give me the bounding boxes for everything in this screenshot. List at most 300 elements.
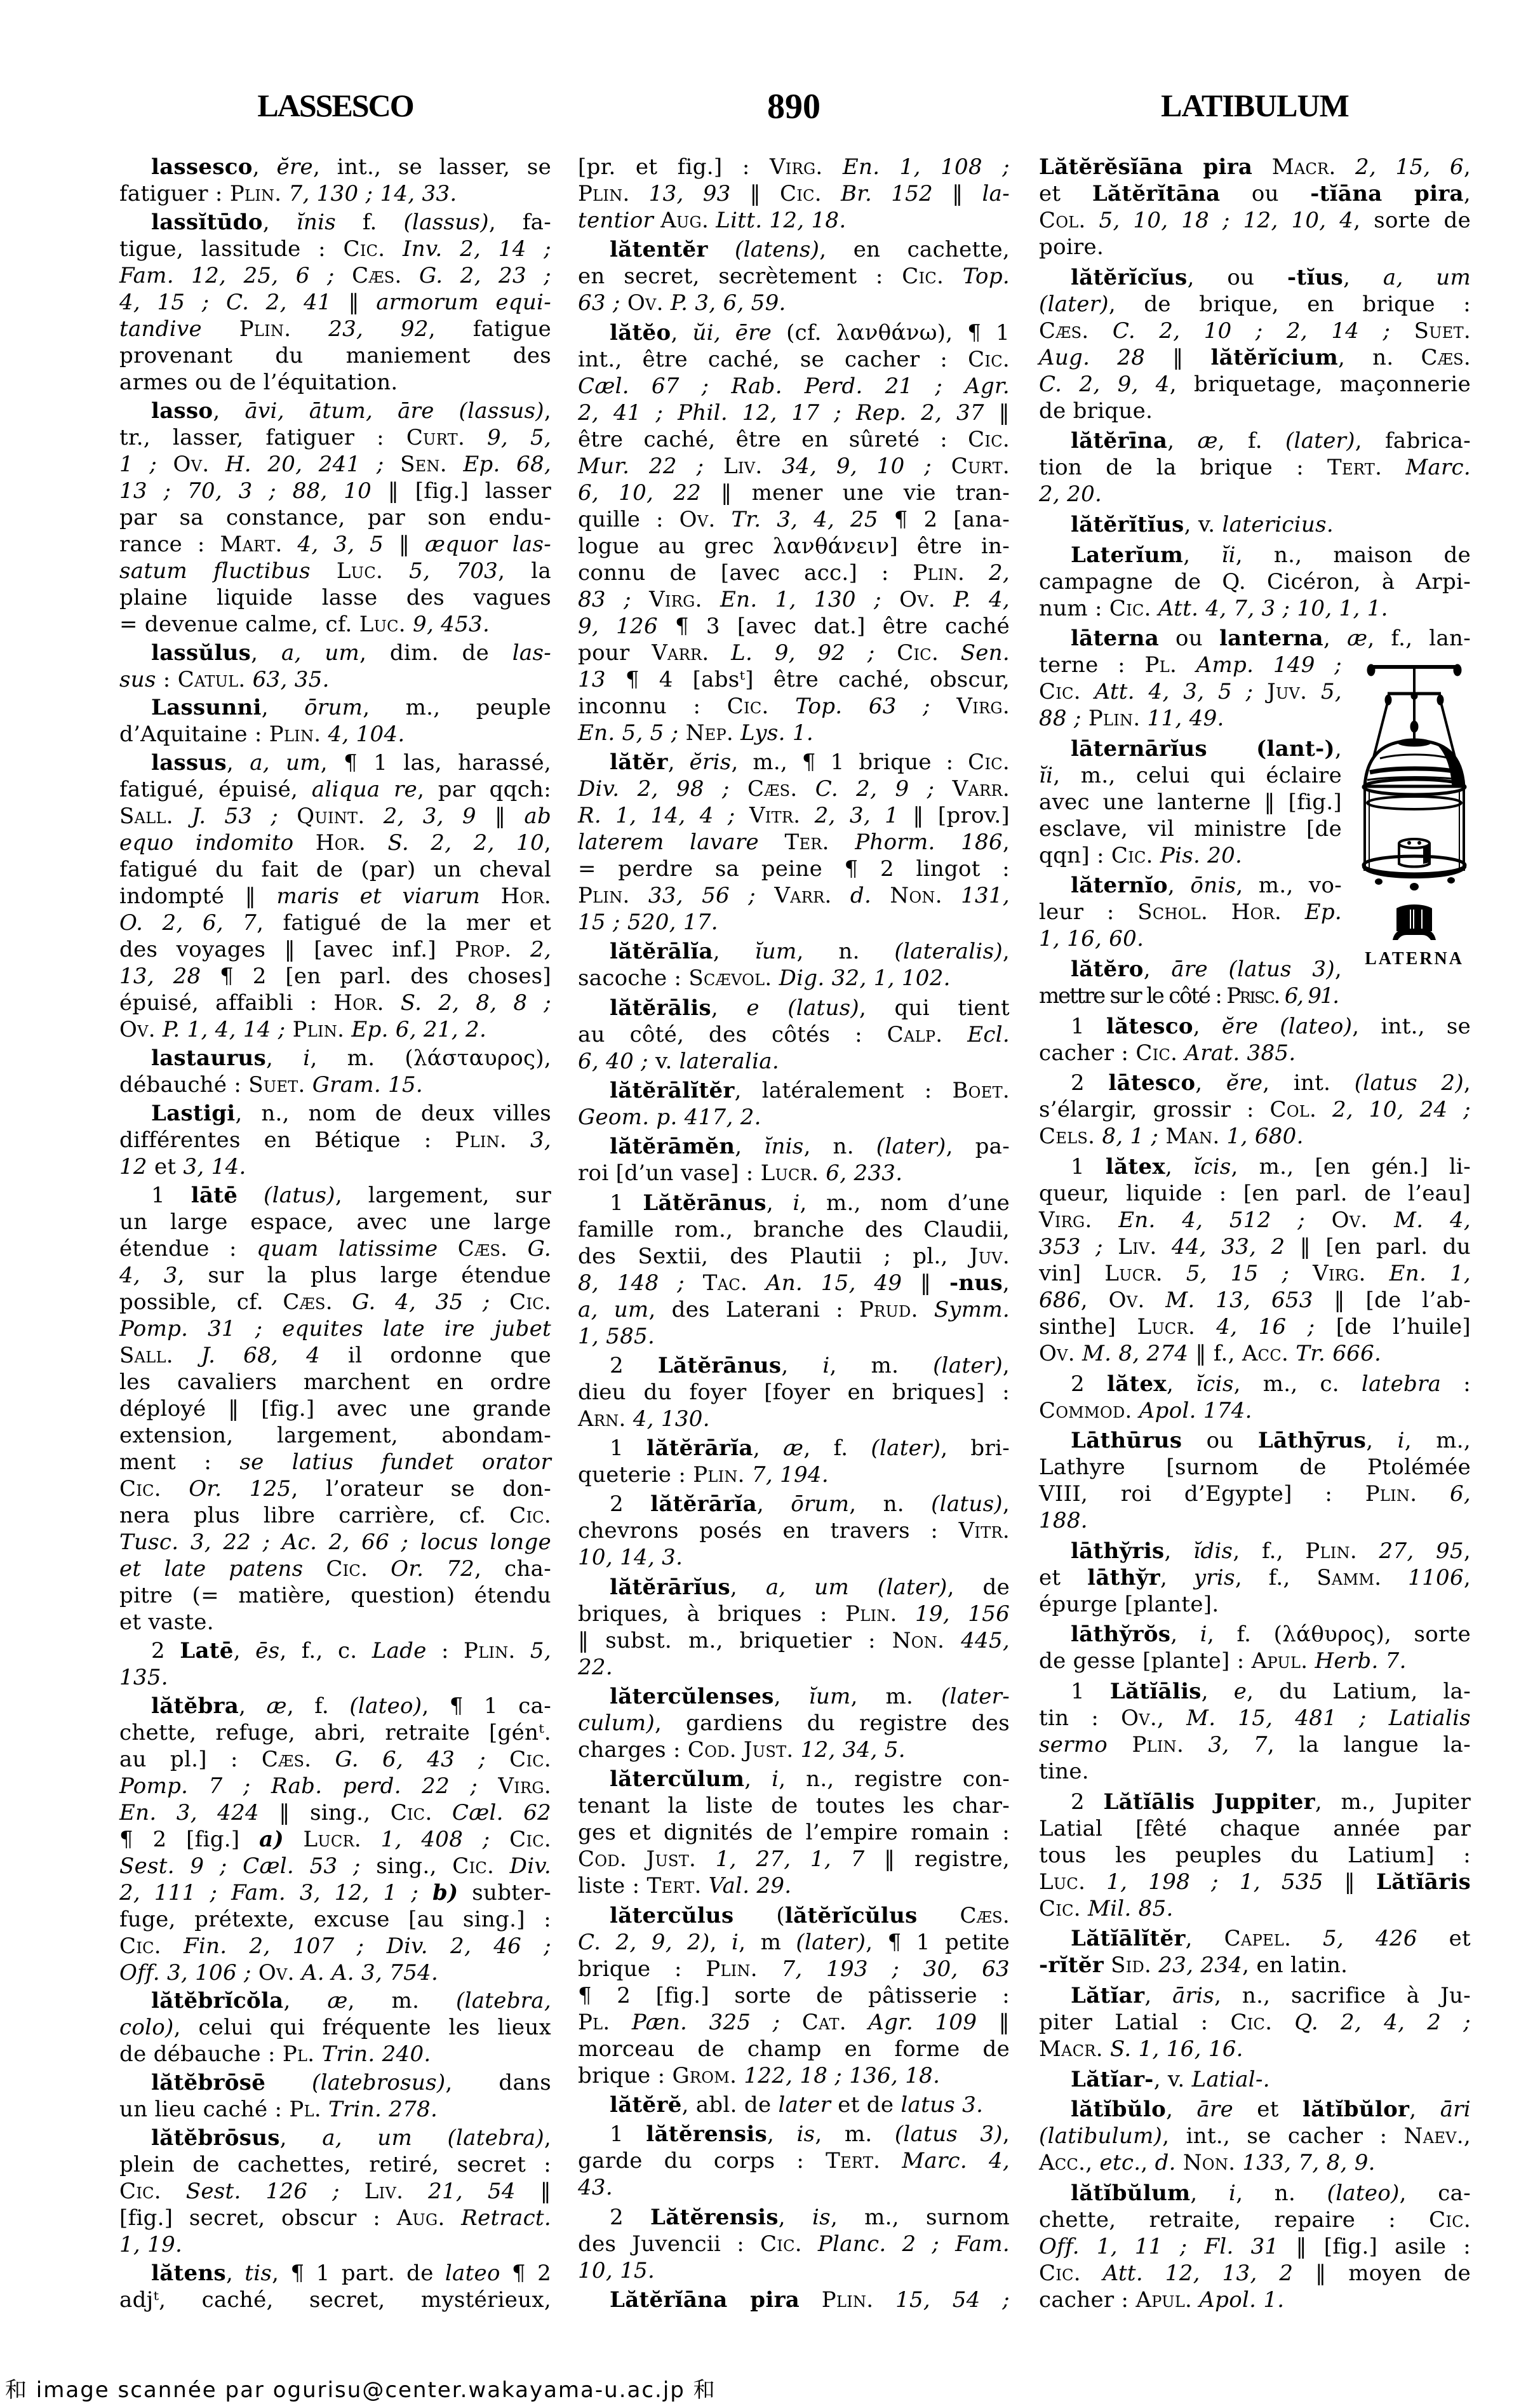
entry-line — [1039, 1397, 1471, 1424]
dictionary-entry — [119, 2260, 551, 2313]
text-run: plaine liquide lasse des vagues — [119, 584, 551, 610]
text-run: , f. — [1217, 428, 1285, 454]
text-run: poire. — [1039, 234, 1104, 260]
italic-text: 6, 40 ; — [578, 1048, 648, 1074]
text-run: , n. — [1236, 2180, 1327, 2206]
headword: lanterna — [1219, 626, 1324, 652]
text-run: , m — [739, 1929, 796, 1955]
italic-text: 5, — [1307, 679, 1342, 705]
italic-text: H. 20, 241 ; — [209, 451, 401, 477]
headword: Lāthȳrus — [1257, 1428, 1367, 1454]
headword: lătens — [151, 2261, 226, 2287]
italic-text: 3, — [507, 1127, 551, 1153]
italic-text: (latus) — [931, 1491, 1003, 1517]
author-abbreviation: Varr. — [652, 640, 709, 666]
text-run: , — [1160, 1564, 1194, 1590]
text-run: 1 — [610, 2121, 646, 2147]
entry-line — [119, 2014, 551, 2041]
italic-text: C. 2, 9, 2) — [578, 1929, 710, 1955]
author-abbreviation: Cic. — [1111, 842, 1153, 868]
headword: lătex — [1106, 1371, 1167, 1397]
text-run — [708, 237, 735, 262]
text-run: , f. — [286, 1693, 350, 1719]
italic-text: tandive — [119, 316, 202, 342]
text-run: ‖ mener une vie tran- — [701, 480, 1010, 506]
author-abbreviation: Cic. — [968, 346, 1010, 372]
column-3 — [1039, 154, 1471, 2313]
dictionary-entry — [578, 995, 1010, 1075]
entry-line — [578, 506, 1010, 533]
italic-text: Pis. 20. — [1153, 842, 1243, 868]
text-run: au pl.] : — [119, 1746, 262, 1772]
text-run: ‖ — [1145, 344, 1211, 370]
headword: lassŭlus — [151, 640, 251, 666]
italic-text: 2, — [511, 937, 551, 963]
text-run: provenant du maniement des — [119, 342, 551, 368]
text-run — [265, 2070, 312, 2095]
text-run: liste : — [578, 1873, 647, 1899]
entry-line — [119, 1369, 551, 1395]
text-run: , de brique, en brique : — [1108, 291, 1471, 317]
headword: lătentĕr — [610, 237, 708, 263]
text-run: quille : — [578, 506, 680, 532]
italic-text: ĕre (lateo) — [1221, 1013, 1353, 1039]
entry-line — [578, 1792, 1010, 1819]
text-run: ‖ — [1323, 1869, 1377, 1895]
text-run: et — [1039, 181, 1092, 206]
italic-text: ĭcis — [1196, 1371, 1234, 1397]
text-run: , m., peuple — [363, 695, 552, 721]
text-run: [pr. et fig.] : — [578, 154, 770, 180]
entry-line — [578, 1846, 1010, 1872]
author-abbreviation: Schol. Hor. — [1137, 899, 1282, 925]
entry-line — [1039, 1678, 1471, 1705]
entry-line — [578, 1929, 1010, 1956]
italic-text: (later- — [941, 1684, 1010, 1710]
headword: lătĕbrōsus — [151, 2125, 280, 2151]
italic-text: later — [778, 2092, 831, 2118]
text-run: ‖ [prov.] — [899, 802, 1010, 828]
italic-text: 34, 9, 10 ; — [762, 453, 951, 479]
author-abbreviation: Ter. — [784, 829, 829, 855]
entry-line — [1039, 1869, 1471, 1895]
text-run: , — [1463, 1564, 1471, 1590]
entry-line — [1039, 1789, 1471, 1815]
text-run: [fig.] secret, obscur : — [119, 2205, 397, 2231]
italic-text: Cæl. 67 ; Rab. Perd. 21 ; Agr. — [578, 373, 1010, 399]
italic-text: 133, 7, 8, 9. — [1235, 2150, 1376, 2176]
italic-text: 88 ; — [1039, 706, 1088, 732]
italic-text: En. 1, 130 ; — [702, 586, 900, 612]
text-run: , m. (λάσταυρος), — [310, 1045, 551, 1072]
entry-line — [578, 1654, 1010, 1681]
entry-line — [119, 451, 551, 478]
author-abbreviation: Pl. — [578, 2009, 610, 2035]
text-run: , — [1170, 1622, 1200, 1648]
italic-text: P. 4, — [935, 586, 1010, 612]
italic-text: lateralia. — [679, 1048, 779, 1074]
headword: lătĕrārĭa — [646, 1435, 753, 1462]
italic-text: Herb. 7. — [1308, 1648, 1407, 1674]
entry-line — [578, 693, 1010, 720]
italic-text: 7, 194. — [744, 1462, 829, 1488]
italic-text: 33, 56 ; — [629, 882, 775, 908]
italic-text: En. 1, — [1365, 1260, 1471, 1286]
text-run: ‖ [en parl. du — [1285, 1233, 1471, 1260]
text-run: ‖ [fig.] lasser — [372, 478, 551, 504]
entry-line — [578, 749, 1010, 776]
text-run: , — [233, 1637, 256, 1663]
text-run: , m., ¶ 1 brique : — [731, 749, 968, 775]
entry-line — [119, 963, 551, 990]
text-run: ‖ — [730, 181, 780, 206]
italic-text: tentior — [578, 208, 654, 233]
text-run: , bri- — [941, 1435, 1010, 1462]
entry-line — [1039, 2233, 1471, 2260]
dictionary-entry — [119, 1045, 551, 1098]
text-run: , — [262, 209, 297, 235]
italic-text: Off. 1, 11 ; Fl. 31 — [1039, 2233, 1279, 2259]
italic-text: Pomp. 7 ; Rab. perd. 22 ; — [119, 1773, 499, 1799]
dictionary-entry — [1039, 1538, 1471, 1618]
entry-line — [1039, 344, 1471, 371]
entry-line — [1039, 1013, 1471, 1040]
italic-text: S. 2, 8, 8 ; — [384, 990, 551, 1016]
entry-line — [1039, 264, 1471, 291]
entry-line — [578, 263, 1010, 290]
italic-text: (later) — [1039, 291, 1109, 317]
entry-line — [578, 2147, 1010, 2174]
entry-line — [1039, 371, 1471, 398]
italic-text: Dig. 32, 1, 102. — [772, 965, 951, 991]
author-abbreviation: Ov. — [1039, 1340, 1075, 1366]
text-run: ¶ 4 [absᵗ] être caché, obscur, — [605, 666, 1010, 692]
italic-text: M. 13, 653 — [1144, 1287, 1313, 1313]
headword: lătĕrĭtĭus — [1071, 511, 1184, 537]
entry-line — [119, 1529, 551, 1556]
italic-text: En. 4, 512 ; — [1092, 1207, 1332, 1233]
author-abbreviation: Juv. — [969, 1243, 1010, 1269]
author-abbreviation: Plin. — [292, 1017, 345, 1043]
text-run — [202, 316, 239, 342]
italic-text: Fin. 2, 107 ; Div. 2, 46 ; — [161, 1933, 551, 1959]
italic-text: 21, 54 — [403, 2179, 516, 2205]
author-abbreviation: Plin. — [269, 722, 321, 748]
italic-text: āre — [1196, 2097, 1234, 2123]
lantern-illustration-icon — [1342, 652, 1471, 944]
text-run: , m., [en gén.] li- — [1231, 1153, 1471, 1179]
author-abbreviation: Tac. — [702, 1270, 748, 1296]
entry-line — [119, 611, 551, 638]
author-abbreviation: Cic. — [968, 426, 1010, 452]
entry-line — [119, 584, 551, 611]
dictionary-entry — [578, 2092, 1010, 2118]
text-run: connu de [avec acc.] : — [578, 560, 913, 586]
text-run: , — [252, 154, 277, 180]
text-run: , — [266, 1045, 304, 1072]
author-abbreviation: Lucr. — [1137, 1314, 1196, 1340]
dictionary-entry — [578, 2287, 1010, 2313]
italic-text: etc. — [1099, 2150, 1141, 2176]
italic-text: 353 ; — [1039, 1233, 1118, 1260]
text-run: , — [1002, 1270, 1010, 1296]
text-run: sacoche : — [578, 965, 689, 991]
text-run: , ¶ 1 petite — [866, 1929, 1010, 1955]
text-run: , ¶ 1 part. de — [272, 2261, 445, 2287]
text-run: , — [1164, 1538, 1194, 1564]
entry-line — [578, 346, 1010, 373]
italic-text: Tr. 666. — [1289, 1340, 1382, 1366]
entry-line — [119, 1799, 551, 1826]
entry-line — [578, 1435, 1010, 1462]
italic-text: En. 1, 108 ; — [822, 154, 1010, 180]
text-run: déployé ‖ [fig.] avec une grande — [119, 1395, 551, 1421]
dictionary-entry — [119, 1100, 551, 1180]
headword: lasso — [151, 398, 213, 424]
text-run: de gesse [plante] : — [1039, 1648, 1252, 1674]
text-run: 1 — [610, 1435, 647, 1462]
entry-line — [119, 154, 551, 180]
text-run: , n. — [803, 1134, 876, 1160]
entry-line — [1039, 154, 1471, 180]
entry-line — [578, 2009, 1010, 2036]
italic-text: M. 15, 481 ; Latialis — [1186, 1705, 1471, 1731]
author-abbreviation: Curt. — [406, 424, 465, 450]
headword: Laterĭum — [1071, 542, 1184, 568]
italic-text: la- — [982, 181, 1010, 206]
text-run — [303, 1556, 326, 1582]
italic-text: Sest. 126 ; — [161, 2179, 365, 2205]
text-run: , — [1343, 264, 1383, 290]
entry-line — [119, 1045, 551, 1072]
author-abbreviation: Ov. — [173, 451, 210, 477]
text-run: , — [283, 1988, 328, 2014]
italic-text: Marc. — [1382, 455, 1471, 481]
entry-line — [1039, 1982, 1471, 2009]
dictionary-entry — [119, 209, 551, 396]
headword: lastaurus — [151, 1045, 267, 1072]
text-run: des voyages ‖ [avec inf.] — [119, 937, 455, 963]
italic-text: J. 68, 4 — [173, 1342, 321, 1368]
entry-line — [119, 1719, 551, 1746]
italic-text: 122, 18 ; 136, 18. — [737, 2062, 941, 2088]
italic-text: æ — [327, 1988, 348, 2014]
entry-line — [578, 2257, 1010, 2284]
text-run: 2 — [1071, 1070, 1109, 1096]
text-run: , int., se lasser, se — [312, 154, 552, 180]
headword: lāthy̆rŏs — [1071, 1622, 1171, 1648]
entry-line — [1039, 1454, 1471, 1481]
entry-line — [1039, 595, 1471, 622]
italic-text: Lade — [372, 1637, 427, 1663]
text-run: 1 — [1071, 1153, 1106, 1179]
entry-line — [578, 1683, 1010, 1710]
italic-text: Br. 152 — [821, 181, 934, 206]
italic-text: las- — [512, 640, 552, 666]
text-run: , — [1185, 1926, 1224, 1952]
headword: Lătĕrānus — [643, 1190, 767, 1216]
italic-text: (lateralis) — [894, 939, 1003, 965]
entry-line — [119, 236, 551, 262]
text-run: , — [279, 2125, 323, 2151]
italic-text: P. 3, 6, 59. — [663, 290, 786, 316]
scan-watermark: 和 image scannée par ogurisu@center.wakayama-u.ac.jp 和 — [5, 2377, 716, 2403]
italic-text: sus — [119, 666, 156, 692]
text-run: ‖ — [933, 181, 982, 206]
author-abbreviation: Cæs. — [457, 1235, 508, 1261]
italic-text: P. 1, 4, 14 ; — [155, 1017, 293, 1043]
headword: lătĕrālis — [610, 995, 711, 1021]
headword: lătĕrĭcĭus — [1071, 264, 1188, 290]
italic-text: 12, 34, 5. — [793, 1737, 906, 1763]
text-run: , — [1463, 1070, 1471, 1096]
italic-text: Arat. 385. — [1177, 1040, 1296, 1066]
text-run: , — [1183, 542, 1222, 568]
headword: Lastigi — [151, 1101, 236, 1127]
headword: lāthy̆ris — [1071, 1538, 1165, 1564]
italic-text: æ — [266, 1693, 287, 1719]
text-run: chette, retraite, repaire : — [1039, 2207, 1430, 2233]
text-run: pitre (= matière, question) étendu — [119, 1582, 551, 1608]
entry-line — [578, 1491, 1010, 1517]
dictionary-entry — [578, 1902, 1010, 2089]
author-abbreviation: Virg. — [498, 1773, 551, 1799]
entry-line — [119, 1609, 551, 1636]
italic-text: 2, 3, 1 — [800, 802, 899, 828]
author-abbreviation: Tert. — [646, 1873, 702, 1899]
entry-line — [1039, 1314, 1471, 1340]
text-run — [1176, 2150, 1183, 2175]
dictionary-entry — [578, 2121, 1010, 2201]
italic-text: 9, 126 — [578, 613, 658, 639]
entry-line — [119, 1933, 551, 1959]
italic-text: 9, 453. — [405, 611, 490, 637]
italic-text: 2, — [965, 560, 1010, 586]
text-run: , — [766, 1190, 793, 1216]
author-abbreviation: Commod. — [1039, 1397, 1132, 1423]
author-abbreviation: Prud. — [859, 1296, 918, 1322]
text-run: épurge [plante]. — [1039, 1591, 1219, 1617]
text-run: adjᵗ, caché, secret, mystérieux, — [119, 2287, 551, 2313]
text-run: , — [1002, 1352, 1010, 1378]
italic-text: 10, 15. — [578, 2257, 655, 2283]
entry-line — [119, 1235, 551, 1262]
italic-text: 7, 193 ; 30, 63 — [757, 1956, 1010, 1982]
text-run: , n., registre con- — [779, 1766, 1010, 1792]
dictionary-entry — [578, 1683, 1010, 1763]
text-run: , — [1190, 2180, 1229, 2206]
entry-line — [1039, 1815, 1471, 1842]
entry-line — [1039, 427, 1471, 454]
text-run: tr., lasser, fatiguer : — [119, 424, 406, 450]
entry-line — [1039, 398, 1471, 424]
italic-text: 1, 27, 1, 7 — [696, 1846, 865, 1872]
text-run: ‖ subst. m., briquetier : — [578, 1627, 892, 1653]
italic-text: Sest. 9 ; Cæl. 53 ; — [119, 1853, 361, 1879]
text-run: , — [671, 319, 693, 346]
dictionary-entry — [1039, 1621, 1471, 1674]
italic-text: sermo — [1039, 1732, 1108, 1757]
entry-line — [1039, 234, 1471, 260]
entry-line — [119, 1315, 551, 1342]
entry-line — [119, 883, 551, 910]
entry-line — [1039, 1287, 1471, 1314]
text-run: , — [778, 2204, 812, 2230]
text-run: , pa- — [946, 1134, 1010, 1160]
author-abbreviation: Pl. — [282, 2041, 315, 2067]
text-run: ‖ — [331, 289, 377, 315]
headword: lătĭbŭlum — [1071, 2180, 1191, 2206]
entry-line — [119, 830, 551, 856]
italic-text: 19, 156 — [897, 1601, 1010, 1627]
italic-text: is — [796, 2121, 815, 2147]
headword: lătesco — [1106, 1013, 1193, 1039]
author-abbreviation: Cic. — [509, 1502, 551, 1528]
text-run: , — [544, 2125, 551, 2151]
entry-line — [578, 1517, 1010, 1544]
headword: lătĕrĭcŭlus — [784, 1902, 918, 1928]
entry-line — [119, 1906, 551, 1933]
entry-line — [1039, 1895, 1471, 1922]
entry-line — [578, 882, 1010, 909]
author-abbreviation: Hor. — [500, 884, 551, 910]
text-run: chevrons posés en travers : — [578, 1518, 959, 1544]
text-run: , gardiens du registre des — [655, 1710, 1010, 1737]
text-run: fuge, prétexte, excuse [au sing.] : — [119, 1906, 551, 1932]
entry-line — [578, 373, 1010, 400]
text-run: épuisé, affaibli : — [119, 990, 334, 1016]
author-abbreviation: Ov. — [627, 290, 664, 316]
entry-line — [1039, 1340, 1471, 1367]
text-run: , m. — [829, 1352, 934, 1378]
italic-text: C. 2, 9 ; — [797, 776, 953, 802]
author-abbreviation: Juv. — [1267, 679, 1308, 705]
italic-text: se latius fundet orator — [239, 1449, 552, 1475]
headword: lătĕrensis — [646, 2121, 768, 2147]
running-head-right: LATIBULUM — [1161, 88, 1349, 123]
dictionary-entry — [1039, 511, 1471, 538]
dictionary-entry — [1039, 1678, 1471, 1785]
italic-text: 23, 92 — [291, 316, 429, 342]
text-run: ‖ — [902, 1270, 949, 1296]
entry-line — [119, 1556, 551, 1582]
entry-line — [578, 802, 1010, 829]
italic-text: G. 6, 43 ; — [311, 1746, 510, 1772]
entry-line — [578, 829, 1010, 856]
italic-text: Top. — [944, 264, 1010, 290]
text-run: , celui qui fréquente les lieux — [173, 2015, 551, 2041]
text-run — [1252, 154, 1271, 180]
headword: lāthy̆r — [1087, 1564, 1160, 1590]
author-abbreviation: Cic. — [968, 749, 1010, 775]
text-run: , en cachette, — [819, 237, 1010, 263]
entry-line — [578, 995, 1010, 1021]
text-run: , de — [947, 1574, 1010, 1600]
italic-text: R. 1, 14, 4 ; — [578, 802, 749, 828]
italic-text: quam latissime — [257, 1235, 438, 1261]
italic-text: 5, 10, 18 ; 12, 10, 4 — [1085, 208, 1354, 233]
dictionary-entry — [119, 640, 551, 693]
author-abbreviation: Cæs. — [283, 1289, 333, 1315]
entry-line — [578, 938, 1010, 965]
text-run: , — [251, 640, 281, 666]
headword: Lătĭālis Juppiter — [1103, 1789, 1315, 1815]
text-run: 1 — [1071, 1679, 1110, 1704]
text-run: Lathyre [surnom de Ptolémée — [1039, 1455, 1471, 1481]
text-run: , cha- — [474, 1556, 552, 1582]
italic-text: 3, 14. — [183, 1154, 246, 1180]
entry-line — [1039, 2287, 1471, 2313]
